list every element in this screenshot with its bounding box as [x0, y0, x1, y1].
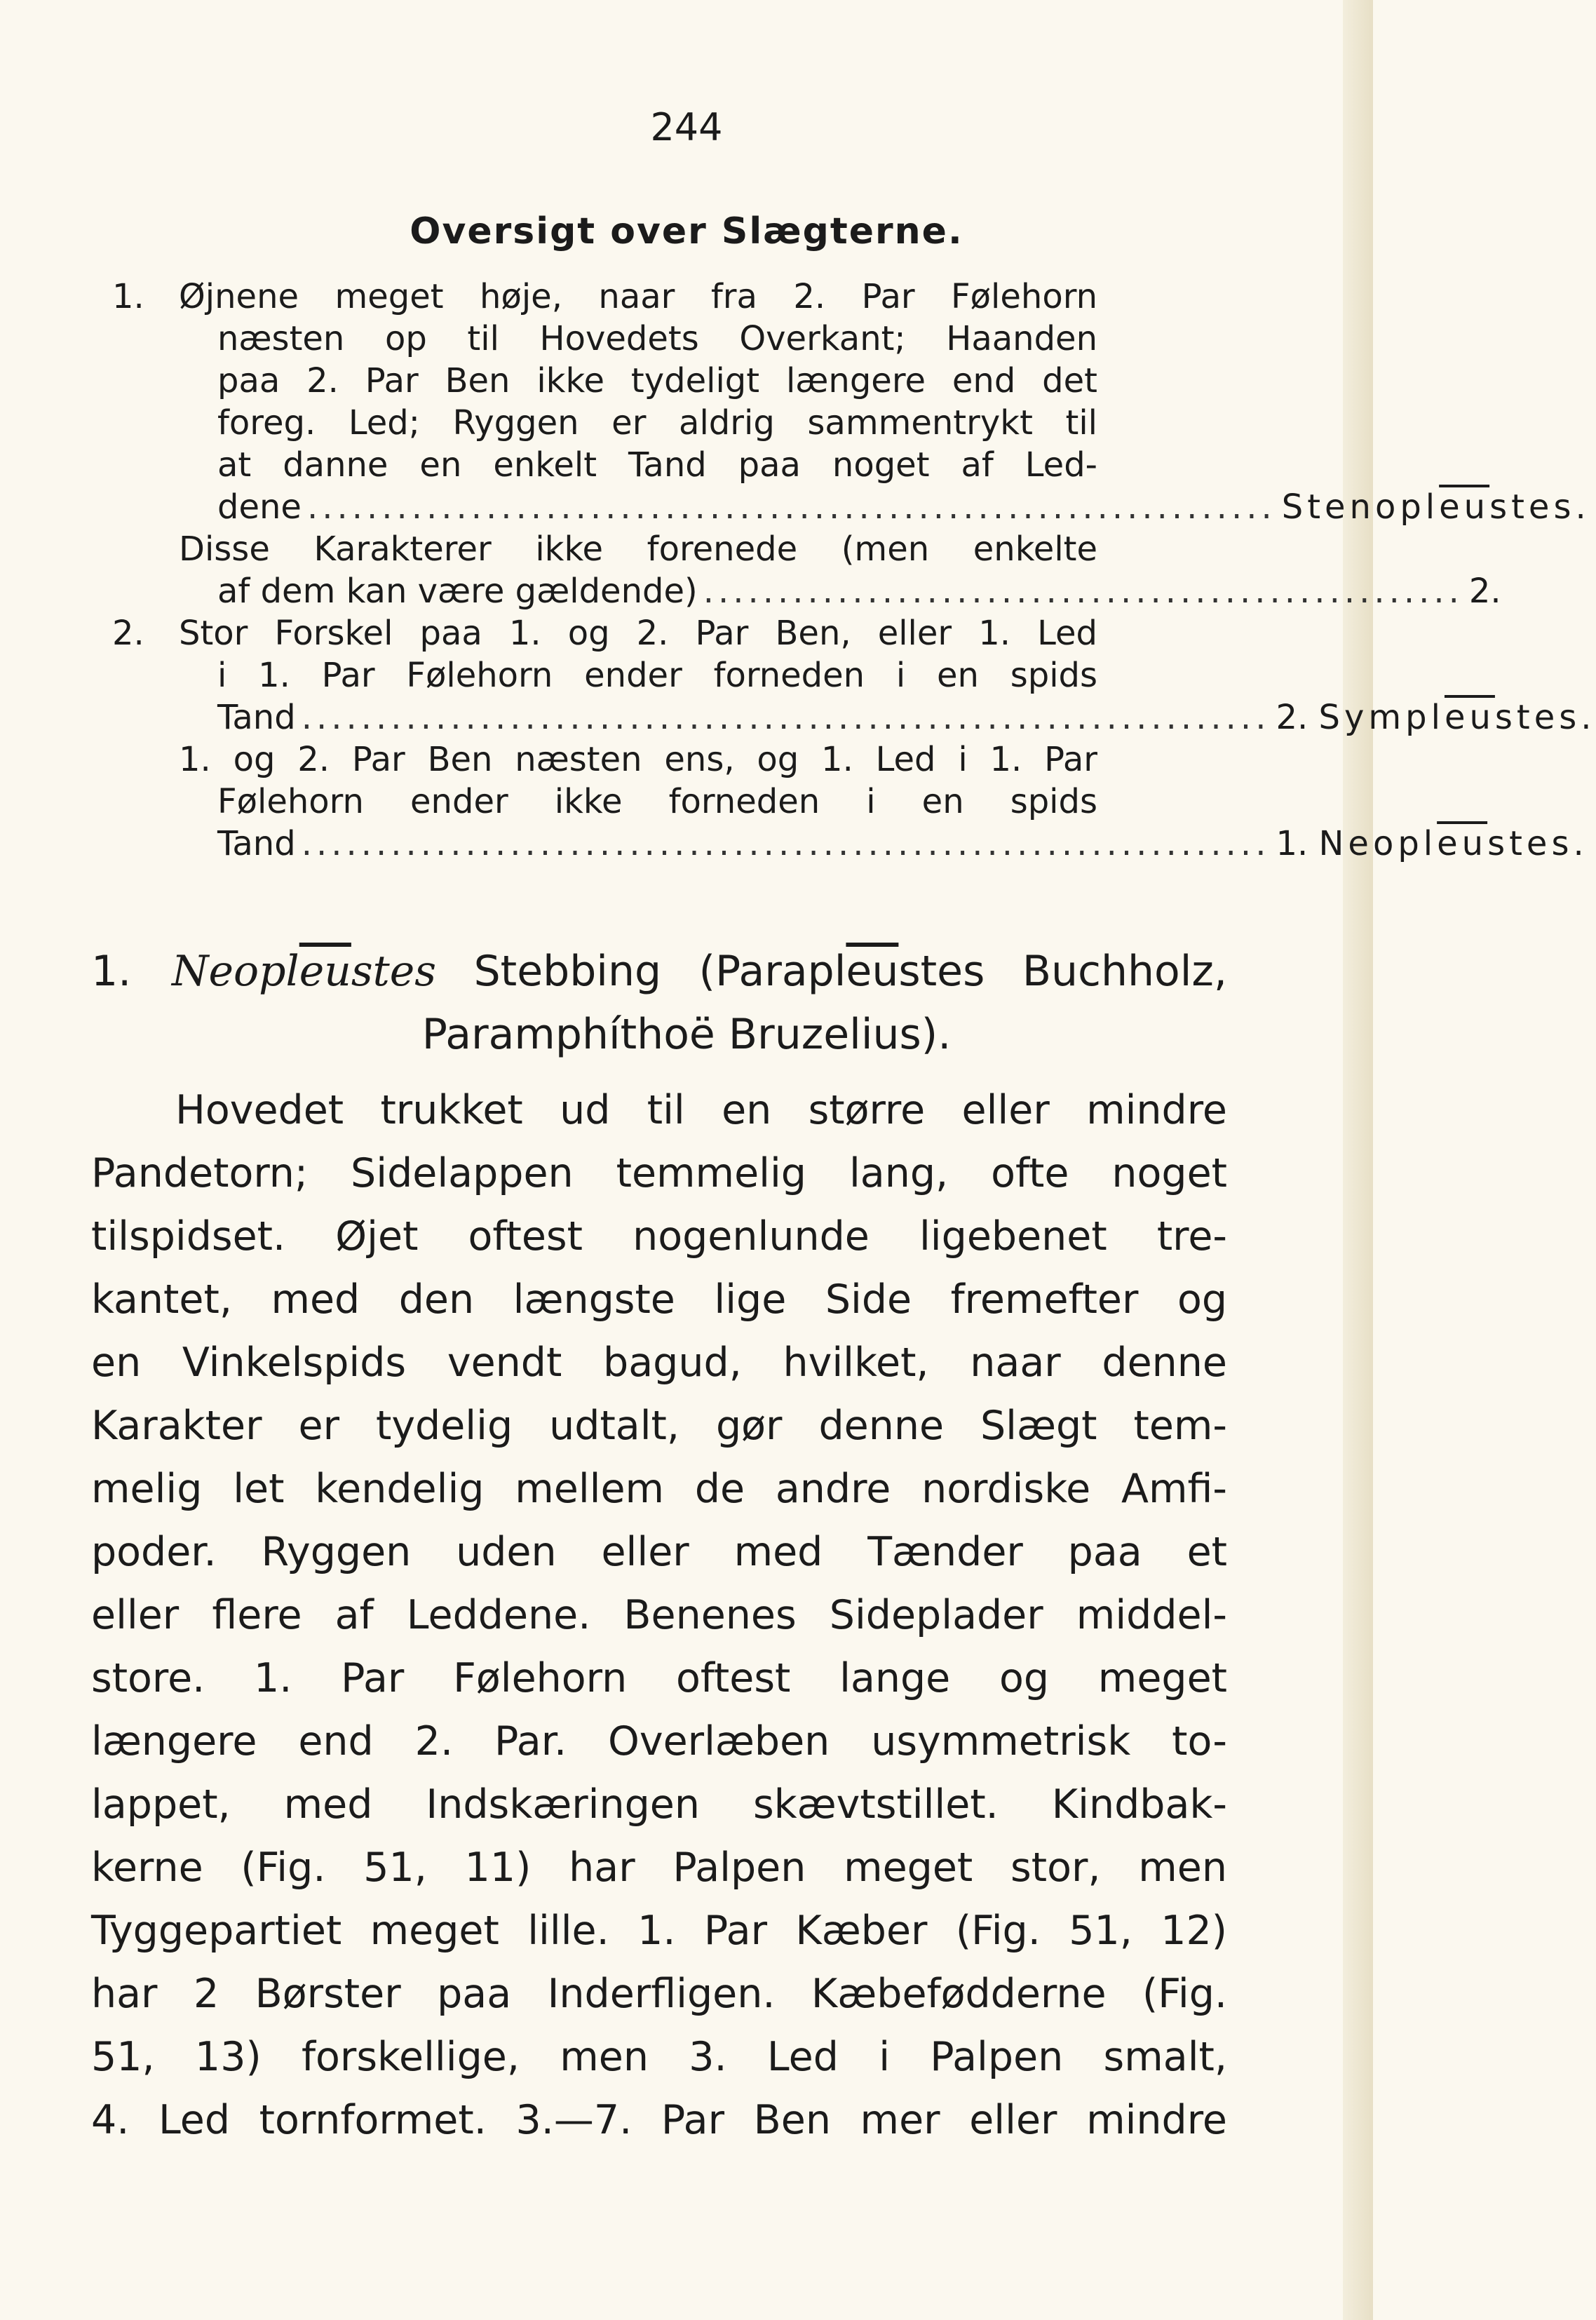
synonym-line: Paramphíthoë Bruzelius).	[421, 1010, 952, 1059]
key-line: Disse Karakterer ikke forenede (men enkelte	[179, 530, 1097, 569]
leader-dots: .................................................................	[301, 698, 1271, 737]
heading: Oversigt over Slægterne.	[410, 210, 963, 252]
key-end-text: af dem kan være gældende)	[217, 572, 698, 611]
body-line: kerne (Fig. 51, 11) har Palpen meget stor, men	[91, 1844, 1227, 1891]
body-line: Karakter er tydelig udtalt, gør denne Slægt tem-	[91, 1403, 1227, 1449]
body-line: poder. Ryggen uden eller med Tænder paa et	[91, 1529, 1227, 1575]
body-line: store. 1. Par Følehorn oftest lange og meget	[91, 1655, 1227, 1701]
key-line: næsten op til Hovedets Overkant; Haanden	[217, 319, 1097, 358]
leader-dots: .................................................................	[306, 487, 1276, 527]
key-result: 1. $Neopl\overline{eu}stes$.	[1276, 824, 1588, 863]
body-line: en Vinkelspids vendt bagud, hvilket, naar denne	[91, 1340, 1227, 1386]
body-line: melig let kendelig mellem de andre nordiske Amfi-	[91, 1466, 1227, 1512]
key-lead-row	[217, 570, 1501, 612]
body-line: har 2 Børster paa Inderfligen. Kæbefødderne (Fig.	[91, 1971, 1227, 2017]
body-line: eller flere af Leddene. Benenes Sideplader middel-	[91, 1592, 1227, 1638]
key-line: paa 2. Par Ben ikke tydeligt længere end det	[217, 361, 1097, 400]
genus-name: $Neopl\overline{eu}stes$	[172, 947, 437, 996]
key-result: 2. $Sympl\overline{eu}stes$.	[1276, 698, 1596, 737]
key-line: at danne en enkelt Tand paa noget af Led-	[217, 445, 1097, 485]
key-line: Følehorn ender ikke forneden i en spids	[217, 782, 1097, 821]
key-line: 1. og 2. Par Ben næsten ens, og 1. Led i 1. Par	[179, 740, 1097, 779]
key-line: foreg. Led; Ryggen er aldrig sammentrykt til	[217, 403, 1097, 443]
key-lead-row	[217, 486, 1590, 528]
key-lead-row	[217, 823, 1588, 865]
section-title-text: $Neopl\overline{eu}stes$ Stebbing ($Parapl\overline{eu}stes$ Buchholz,	[172, 947, 1228, 996]
key-line: Stor Forskel paa 1. og 2. Par Ben, eller 1. Led	[179, 614, 1097, 653]
key-item-number: 1.	[112, 277, 144, 316]
section-number: 1.	[91, 947, 132, 996]
body-line: tilspidset. Øjet oftest nogenlunde ligebenet tre-	[91, 1213, 1227, 1260]
body-line: 51, 13) forskellige, men 3. Led i Palpen smalt,	[91, 2034, 1227, 2080]
body-line: Pandetorn; Sidelappen temmelig lang, ofte noget	[91, 1150, 1227, 1196]
body-line: længere end 2. Par. Overlæben usymmetrisk to-	[91, 1718, 1227, 1765]
key-end-text: Tand	[217, 698, 296, 737]
key-end-text: Tand	[217, 824, 296, 863]
key-line: Øjnene meget høje, naar fra 2. Par Følehorn	[179, 277, 1097, 316]
key-line: i 1. Par Følehorn ender forneden i en spids	[217, 656, 1097, 695]
page-number: 244	[650, 105, 723, 149]
section-title	[91, 940, 1227, 1003]
body-line: Hovedet trukket ud til en større eller mindre	[175, 1087, 1227, 1133]
leader-dots: .................................................................	[301, 824, 1271, 863]
key-lead-row	[217, 696, 1596, 739]
key-item-number: 2.	[112, 614, 144, 653]
key-result: 2.	[1468, 572, 1501, 611]
key-result: $Stenopl\overline{eu}stes$.	[1281, 487, 1590, 527]
body-line: kantet, med den længste lige Side fremefter og	[91, 1276, 1227, 1323]
leader-dots: ...................................................	[703, 572, 1463, 611]
body-line: Tyggepartiet meget lille. 1. Par Kæber (Fig. 51, 12)	[91, 1908, 1227, 1954]
body-line: lappet, med Indskæringen skævtstillet. Kindbak-	[91, 1781, 1227, 1828]
body-line: 4. Led tornformet. 3.—7. Par Ben mer eller mindre	[91, 2097, 1227, 2143]
key-end-text: dene	[217, 487, 302, 527]
page-edge	[1343, 0, 1373, 2320]
